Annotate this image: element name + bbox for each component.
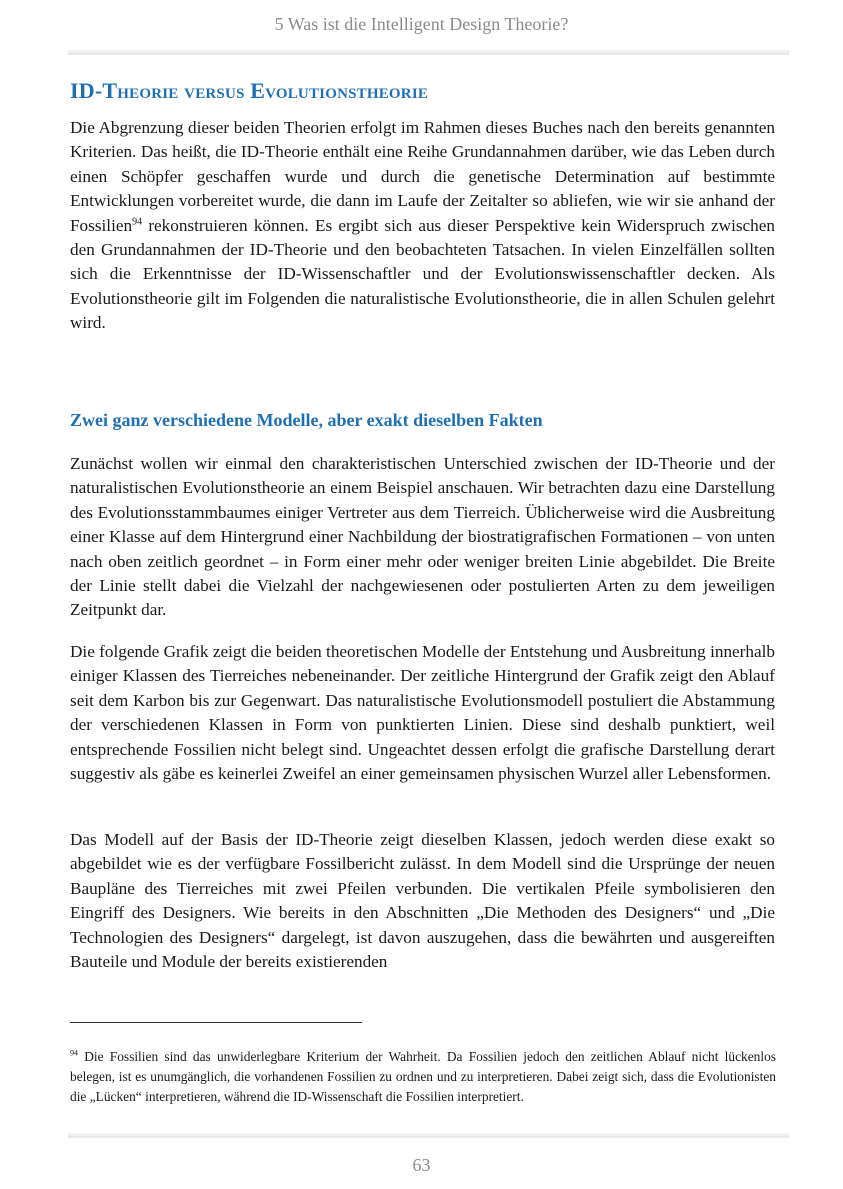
paragraph-id-model: Das Modell auf der Basis der ID-Theorie zeigt dieselben Klassen, jedoch werden diese exakt so abgebildet wie es der verfügbare Fossilbericht zulässt. In dem Modell sind die Ursprünge der neuen Baupläne des Tierreiches mit zwei Pfeilen verbunden. Die vertikalen Pfeile symbolisieren den Eingriff des Designers. Wie bereits in den Abschnitten „Die Methoden des Designers“ und „Die Technologien des Designers“ dargelegt, ist davon auszugehen, dass die bewährten und ausgereiften Bauteile und Module der bereits existierenden: [70, 830, 775, 972]
paragraph-intro: [70, 116, 775, 336]
footnote: [70, 1047, 776, 1107]
footnote-number: 94: [70, 1048, 78, 1058]
page-number: 63: [412, 1155, 431, 1175]
footnote-reference: 94: [132, 215, 143, 227]
paragraph-graphic-description: Die folgende Grafik zeigt die beiden theoretischen Modelle der Entstehung und Ausbreitung innerhalb einiger Klassen des Tierreiches nebeneinander. Der zeitliche Hintergrund der Grafik zeigt den Ablauf seit dem Karbon bis zur Gegenwart. Das naturalistische Evolutionsmodell postuliert die Abstammung der verschiedenen Klassen in Form von punktierten Linien. Diese sind deshalb punktiert, weil entsprechende Fossilien nicht belegt sind. Ungeachtet dessen erfolgt die grafische Darstellung derart suggestiv als gäbe es keinerlei Zweifel an einer gemeinsamen physischen Wurzel aller Lebensformen.: [70, 642, 775, 784]
footnote-text: Die Fossilien sind das unwiderlegbare Kriterium der Wahrheit. Da Fossilien jedoch den zeitlichen Ablauf nicht lückenlos belegen, ist es unumgänglich, die vorhandenen Fossilien zu ordnen und zu interpretieren. Dabei zeigt sich, dass die Evolutionisten die „Lücken“ interpretieren, während die ID-Wissenschaft die Fossilien interpretiert.: [70, 1049, 776, 1104]
footer-divider: [68, 1133, 789, 1138]
paragraph-intro-text-2: rekonstruieren können. Es ergibt sich aus dieser Perspektive kein Widerspruch zwischen den Grundannahmen der ID-Theorie und den beobachteten Tatsachen. In vielen Einzelfällen sollten sich die Erkenntnisse der ID-Wissenschaftler und der Evolutionswissenschaftler decken. Als Evolutionstheorie gilt im Folgenden die naturalistische Evolutionstheorie, die in allen Schulen gelehrt wird.: [70, 215, 775, 333]
section-title: ID-Theorie versus Evolutionstheorie: [70, 78, 429, 103]
running-header: 5 Was ist die Intelligent Design Theorie?: [274, 14, 569, 34]
header-divider: [68, 50, 789, 55]
paragraph-models-intro: Zunächst wollen wir einmal den charakteristischen Unterschied zwischen der ID-Theorie und der naturalistischen Evolutionstheorie an einem Beispiel anschauen. Wir betrachten dazu eine Darstellung des Evolutionsstammbaumes einiger Vertreter aus dem Tierreich. Üblicherweise wird die Ausbreitung einer Klasse auf dem Hintergrund einer Nachbildung der biostratigrafischen Formationen – von unten nach oben zeitlich geordnet – in Form einer mehr oder weniger breiten Linie abgebildet. Die Breite der Linie stellt dabei die Vielzahl der nachgewiesenen oder postulierten Arten zu dem jeweiligen Zeitpunkt dar.: [70, 454, 775, 620]
footnote-divider: [70, 1022, 362, 1023]
subsection-title: Zwei ganz verschiedene Modelle, aber exakt dieselben Fakten: [70, 410, 543, 430]
paragraph-intro-text-1: Die Abgrenzung dieser beiden Theorien erfolgt im Rahmen dieses Buches nach den bereits genannten Kriterien. Das heißt, die ID-Theorie enthält eine Reihe Grundannahmen darüber, wie das Leben durch einen Schöpfer geschaffen wurde und durch die genetische Determination auf bestimmte Entwicklungen vorbereitet wurde, die dann im Laufe der Zeitalter so abliefen, wie wir sie anhand der Fossilien: [70, 118, 775, 235]
